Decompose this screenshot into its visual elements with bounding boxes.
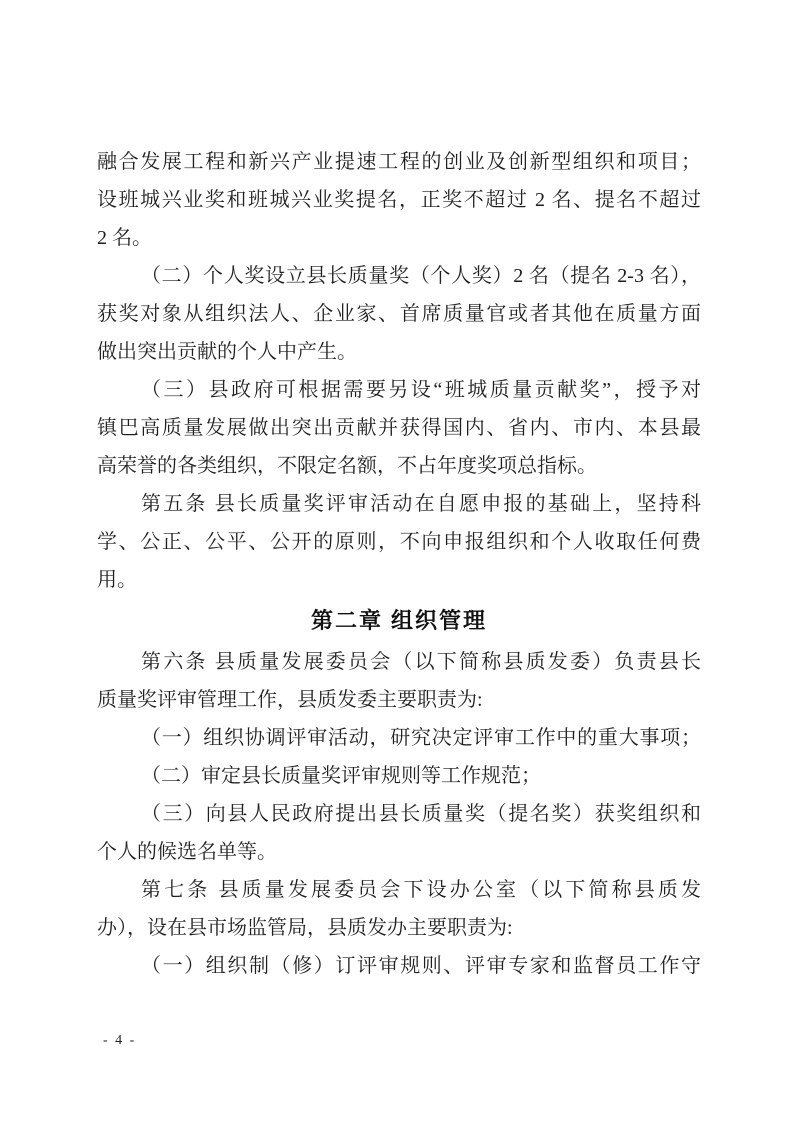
document-body: [97, 143, 701, 985]
text-line: 高荣誉的各类组织，不限定名额，不占年度奖项总指标。: [97, 455, 597, 477]
page-footer: [103, 1033, 136, 1049]
text-line: 设班城兴业奖和班城兴业奖提名，正奖不超过 2 名、提名不超过: [97, 189, 701, 211]
text-line: （三）向县人民政府提出县长质量奖（提名奖）获奖组织和: [141, 803, 701, 825]
text-line: 第六条 县质量发展委员会（以下简称县质发委）负责县长: [141, 651, 701, 673]
text-line: 第五条 县长质量奖评审活动在自愿申报的基础上，坚持科: [141, 493, 701, 515]
text-line: 用。: [97, 569, 137, 591]
chapter-heading: 第二章 组织管理: [310, 608, 488, 633]
text-line: （一）组织协调评审活动，研究决定评审工作中的重大事项；: [141, 727, 701, 749]
text-line: 办），设在县市场监管局，县质发办主要职责为:: [97, 917, 513, 939]
text-line: 第七条 县质量发展委员会下设办公室（以下简称县质发: [141, 879, 701, 901]
text-line: （二）个人奖设立县长质量奖（个人奖）2 名（提名 2-3 名），: [141, 265, 701, 287]
text-line: 镇巴高质量发展做出突出贡献并获得国内、省内、市内、本县最: [97, 417, 701, 439]
text-line: （一）组织制（修）订评审规则、评审专家和监督员工作守: [141, 955, 701, 977]
text-line: 个人的候选名单等。: [97, 841, 277, 863]
page-number: - 4 -: [103, 1033, 137, 1048]
text-line: （二）审定县长质量奖评审规则等工作规范；: [141, 765, 541, 787]
text-line: 质量奖评审管理工作，县质发委主要职责为:: [97, 689, 483, 711]
text-line: （三）县政府可根据需要另设“班城质量贡献奖”，授予对: [141, 379, 701, 401]
text-line: 融合发展工程和新兴产业提速工程的创业及创新型组织和项目；: [97, 151, 701, 173]
text-line: 做出突出贡献的个人中产生。: [97, 341, 357, 363]
text-line: 获奖对象从组织法人、企业家、首席质量官或者其他在质量方面: [97, 303, 701, 325]
text-line: 2 名。: [97, 227, 152, 249]
text-line: 学、公正、公平、公开的原则，不向申报组织和个人收取任何费: [97, 531, 701, 553]
